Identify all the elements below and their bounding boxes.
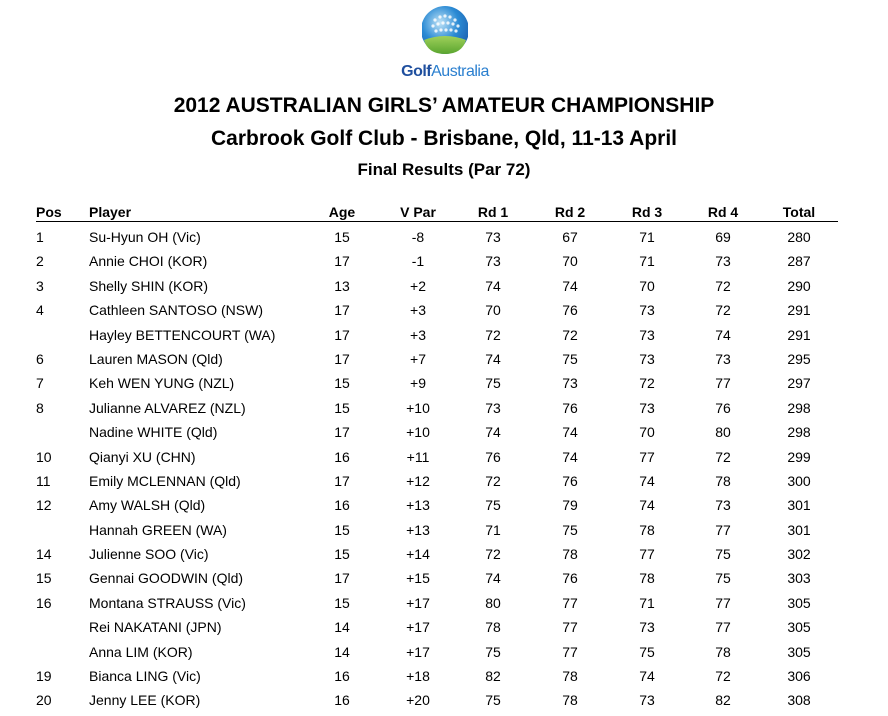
header-vpar: V Par	[400, 204, 436, 220]
table-row	[36, 472, 838, 496]
table-row	[36, 326, 838, 350]
cell-total: 303	[787, 570, 811, 587]
cell-rd4: 73	[715, 253, 731, 270]
cell-vpar: +20	[406, 692, 430, 709]
cell-rd4: 74	[715, 326, 731, 343]
cell-rd2: 75	[562, 350, 578, 367]
cell-rd4: 72	[715, 448, 731, 465]
table-row	[36, 448, 838, 472]
cell-total: 287	[787, 253, 811, 270]
cell-player: Shelly SHIN (KOR)	[89, 277, 209, 294]
cell-player: Jenny LEE (KOR)	[89, 692, 201, 709]
cell-vpar: +14	[406, 546, 430, 563]
table-row	[36, 667, 838, 691]
cell-age: 14	[334, 619, 350, 636]
cell-rd3: 73	[639, 350, 655, 367]
cell-player: Annie CHOI (KOR)	[89, 253, 208, 270]
cell-total: 305	[787, 643, 811, 660]
cell-total: 308	[787, 692, 811, 709]
cell-pos: 16	[36, 594, 52, 611]
cell-rd2: 77	[562, 619, 578, 636]
header-rd4: Rd 4	[707, 204, 739, 220]
cell-vpar: +18	[406, 668, 430, 685]
logo-australia-text: Australia	[431, 63, 489, 80]
cell-rd1: 80	[485, 594, 501, 611]
table-row	[36, 691, 838, 715]
cell-player: Amy WALSH (Qld)	[89, 497, 206, 514]
cell-rd4: 69	[715, 229, 731, 245]
cell-rd2: 74	[562, 277, 578, 294]
cell-rd3: 78	[639, 570, 655, 587]
results-subtitle: Final Results (Par 72)	[357, 160, 531, 179]
cell-age: 15	[334, 375, 350, 392]
header-rd1: Rd 1	[477, 204, 509, 220]
cell-rd1: 72	[485, 326, 501, 343]
cell-vpar: +10	[406, 399, 430, 416]
cell-rd1: 74	[485, 570, 501, 587]
cell-total: 301	[787, 521, 811, 538]
cell-pos: 7	[36, 375, 44, 392]
cell-pos: 4	[36, 302, 44, 319]
cell-rd4: 77	[715, 594, 731, 611]
cell-rd1: 72	[485, 472, 501, 489]
cell-pos: 2	[36, 253, 44, 270]
cell-rd1: 70	[485, 302, 501, 319]
cell-rd4: 72	[715, 302, 731, 319]
cell-age: 17	[334, 253, 350, 270]
cell-age: 15	[334, 399, 350, 416]
cell-rd1: 73	[485, 253, 501, 270]
cell-rd4: 76	[715, 399, 731, 416]
cell-total: 280	[787, 229, 811, 245]
header-total: Total	[782, 204, 816, 220]
cell-vpar: +17	[406, 619, 430, 636]
cell-rd1: 78	[485, 619, 501, 636]
cell-rd2: 76	[562, 472, 578, 489]
cell-age: 15	[334, 229, 350, 245]
cell-age: 17	[334, 424, 350, 441]
table-row	[36, 521, 838, 545]
cell-rd4: 73	[715, 497, 731, 514]
cell-rd4: 80	[715, 424, 731, 441]
cell-age: 15	[334, 521, 350, 538]
cell-age: 16	[334, 497, 350, 514]
cell-age: 17	[334, 570, 350, 587]
cell-rd1: 73	[485, 229, 501, 245]
table-row	[36, 643, 838, 667]
header-age: Age	[328, 204, 356, 220]
cell-vpar: +10	[406, 424, 430, 441]
cell-rd3: 70	[639, 277, 655, 294]
cell-pos: 15	[36, 570, 52, 587]
cell-rd1: 74	[485, 424, 501, 441]
cell-vpar: -1	[411, 253, 425, 270]
table-row	[36, 545, 838, 569]
cell-rd3: 71	[639, 229, 655, 245]
cell-player: Qianyi XU (CHN)	[89, 448, 196, 465]
cell-rd3: 70	[639, 424, 655, 441]
cell-total: 306	[787, 668, 811, 685]
table-row	[36, 569, 838, 593]
cell-total: 302	[787, 546, 811, 563]
cell-total: 300	[787, 472, 811, 489]
cell-age: 16	[334, 692, 350, 709]
table-row	[36, 252, 838, 276]
logo-wordmark	[370, 63, 520, 81]
cell-rd4: 73	[715, 350, 731, 367]
header-pos: Pos	[36, 204, 62, 220]
cell-rd1: 72	[485, 546, 501, 563]
cell-rd2: 79	[562, 497, 578, 514]
cell-rd3: 72	[639, 375, 655, 392]
cell-age: 17	[334, 472, 350, 489]
cell-player: Gennai GOODWIN (Qld)	[89, 570, 244, 587]
cell-age: 13	[334, 277, 350, 294]
cell-rd2: 67	[562, 229, 578, 245]
cell-rd1: 73	[485, 399, 501, 416]
cell-rd2: 78	[562, 668, 578, 685]
cell-rd3: 74	[639, 472, 655, 489]
table-row	[36, 618, 838, 642]
championship-title: 2012 AUSTRALIAN GIRLS’ AMATEUR CHAMPIONSHIP	[173, 94, 715, 117]
cell-rd3: 73	[639, 326, 655, 343]
cell-player: Rei NAKATANI (JPN)	[89, 619, 222, 636]
cell-total: 297	[787, 375, 811, 392]
cell-rd3: 75	[639, 643, 655, 660]
cell-pos: 20	[36, 692, 52, 709]
cell-rd2: 76	[562, 570, 578, 587]
cell-player: Lauren MASON (Qld)	[89, 350, 223, 367]
cell-age: 14	[334, 643, 350, 660]
cell-total: 290	[787, 277, 811, 294]
cell-player: Anna LIM (KOR)	[89, 643, 193, 660]
cell-player: Hayley BETTENCOURT (WA)	[89, 326, 276, 343]
cell-player: Bianca LING (Vic)	[89, 668, 201, 685]
cell-total: 305	[787, 594, 811, 611]
cell-rd4: 77	[715, 521, 731, 538]
cell-rd1: 75	[485, 643, 501, 660]
cell-rd3: 71	[639, 253, 655, 270]
cell-rd4: 77	[715, 619, 731, 636]
header-rd3: Rd 3	[631, 204, 663, 220]
logo-golf-text: Golf	[401, 63, 432, 80]
cell-rd1: 74	[485, 350, 501, 367]
cell-age: 15	[334, 546, 350, 563]
cell-pos: 14	[36, 546, 52, 563]
cell-player: Nadine WHITE (Qld)	[89, 424, 218, 441]
cell-rd2: 78	[562, 546, 578, 563]
cell-age: 15	[334, 594, 350, 611]
cell-vpar: +11	[406, 448, 430, 465]
cell-rd3: 73	[639, 302, 655, 319]
cell-pos: 12	[36, 497, 52, 514]
cell-vpar: +12	[406, 472, 430, 489]
cell-rd2: 77	[562, 594, 578, 611]
cell-total: 298	[787, 399, 811, 416]
cell-rd2: 73	[562, 375, 578, 392]
cell-rd3: 78	[639, 521, 655, 538]
table-row	[36, 228, 838, 252]
cell-vpar: +13	[406, 521, 430, 538]
cell-pos: 3	[36, 277, 44, 294]
cell-player: Su-Hyun OH (Vic)	[89, 229, 201, 245]
table-row	[36, 496, 838, 520]
cell-player: Keh WEN YUNG (NZL)	[89, 375, 235, 392]
cell-rd3: 74	[639, 497, 655, 514]
cell-total: 295	[787, 350, 811, 367]
cell-rd2: 76	[562, 302, 578, 319]
cell-age: 16	[334, 668, 350, 685]
cell-rd3: 77	[639, 448, 655, 465]
cell-player: Hannah GREEN (WA)	[89, 521, 227, 538]
venue-subtitle: Carbrook Golf Club - Brisbane, Qld, 11-13 April	[211, 127, 677, 150]
table-row	[36, 350, 838, 374]
cell-rd2: 70	[562, 253, 578, 270]
cell-vpar: +17	[406, 643, 430, 660]
cell-rd2: 77	[562, 643, 578, 660]
cell-total: 299	[787, 448, 811, 465]
cell-total: 305	[787, 619, 811, 636]
cell-pos: 6	[36, 350, 44, 367]
cell-vpar: +2	[410, 277, 426, 294]
cell-player: Julienne SOO (Vic)	[89, 546, 209, 563]
cell-rd2: 78	[562, 692, 578, 709]
cell-rd4: 78	[715, 643, 731, 660]
cell-rd3: 77	[639, 546, 655, 563]
results-table-body	[36, 228, 838, 716]
cell-rd1: 74	[485, 277, 501, 294]
cell-rd1: 71	[485, 521, 501, 538]
cell-vpar: +3	[410, 302, 426, 319]
cell-vpar: +17	[406, 594, 430, 611]
cell-rd1: 75	[485, 497, 501, 514]
table-row	[36, 301, 838, 325]
cell-rd4: 77	[715, 375, 731, 392]
table-row	[36, 423, 838, 447]
cell-player: Montana STRAUSS (Vic)	[89, 594, 246, 611]
cell-rd4: 72	[715, 277, 731, 294]
table-row	[36, 594, 838, 618]
cell-total: 301	[787, 497, 811, 514]
cell-rd2: 72	[562, 326, 578, 343]
cell-player: Julianne ALVAREZ (NZL)	[89, 399, 246, 416]
cell-rd4: 75	[715, 570, 731, 587]
cell-vpar: +9	[410, 375, 426, 392]
cell-rd2: 76	[562, 399, 578, 416]
golf-ball-globe-icon	[422, 2, 468, 62]
cell-age: 17	[334, 302, 350, 319]
header-player: Player	[89, 204, 132, 220]
cell-rd3: 73	[639, 619, 655, 636]
cell-rd4: 82	[715, 692, 731, 709]
cell-age: 17	[334, 350, 350, 367]
cell-age: 17	[334, 326, 350, 343]
cell-pos: 1	[36, 229, 44, 245]
cell-vpar: +7	[410, 350, 426, 367]
cell-rd1: 75	[485, 692, 501, 709]
cell-rd2: 74	[562, 424, 578, 441]
golf-australia-logo	[370, 2, 520, 82]
cell-vpar: +15	[406, 570, 430, 587]
cell-total: 291	[787, 302, 811, 319]
results-table-header	[36, 203, 838, 222]
table-row	[36, 374, 838, 398]
cell-rd1: 76	[485, 448, 501, 465]
cell-pos: 10	[36, 448, 52, 465]
cell-rd4: 75	[715, 546, 731, 563]
cell-pos: 8	[36, 399, 44, 416]
cell-vpar: -8	[411, 229, 425, 245]
cell-total: 298	[787, 424, 811, 441]
cell-rd1: 75	[485, 375, 501, 392]
cell-rd1: 82	[485, 668, 501, 685]
cell-age: 16	[334, 448, 350, 465]
cell-vpar: +3	[410, 326, 426, 343]
cell-pos: 11	[36, 472, 51, 489]
table-row	[36, 399, 838, 423]
cell-rd4: 78	[715, 472, 731, 489]
cell-player: Emily MCLENNAN (Qld)	[89, 472, 241, 489]
cell-rd2: 75	[562, 521, 578, 538]
cell-total: 291	[787, 326, 811, 343]
cell-player: Cathleen SANTOSO (NSW)	[89, 302, 264, 319]
cell-rd2: 74	[562, 448, 578, 465]
cell-rd3: 74	[639, 668, 655, 685]
cell-rd4: 72	[715, 668, 731, 685]
cell-vpar: +13	[406, 497, 430, 514]
cell-rd3: 73	[639, 399, 655, 416]
header-rd2: Rd 2	[554, 204, 586, 220]
cell-rd3: 73	[639, 692, 655, 709]
table-row	[36, 277, 838, 301]
cell-pos: 19	[36, 668, 52, 685]
cell-rd3: 71	[639, 594, 655, 611]
